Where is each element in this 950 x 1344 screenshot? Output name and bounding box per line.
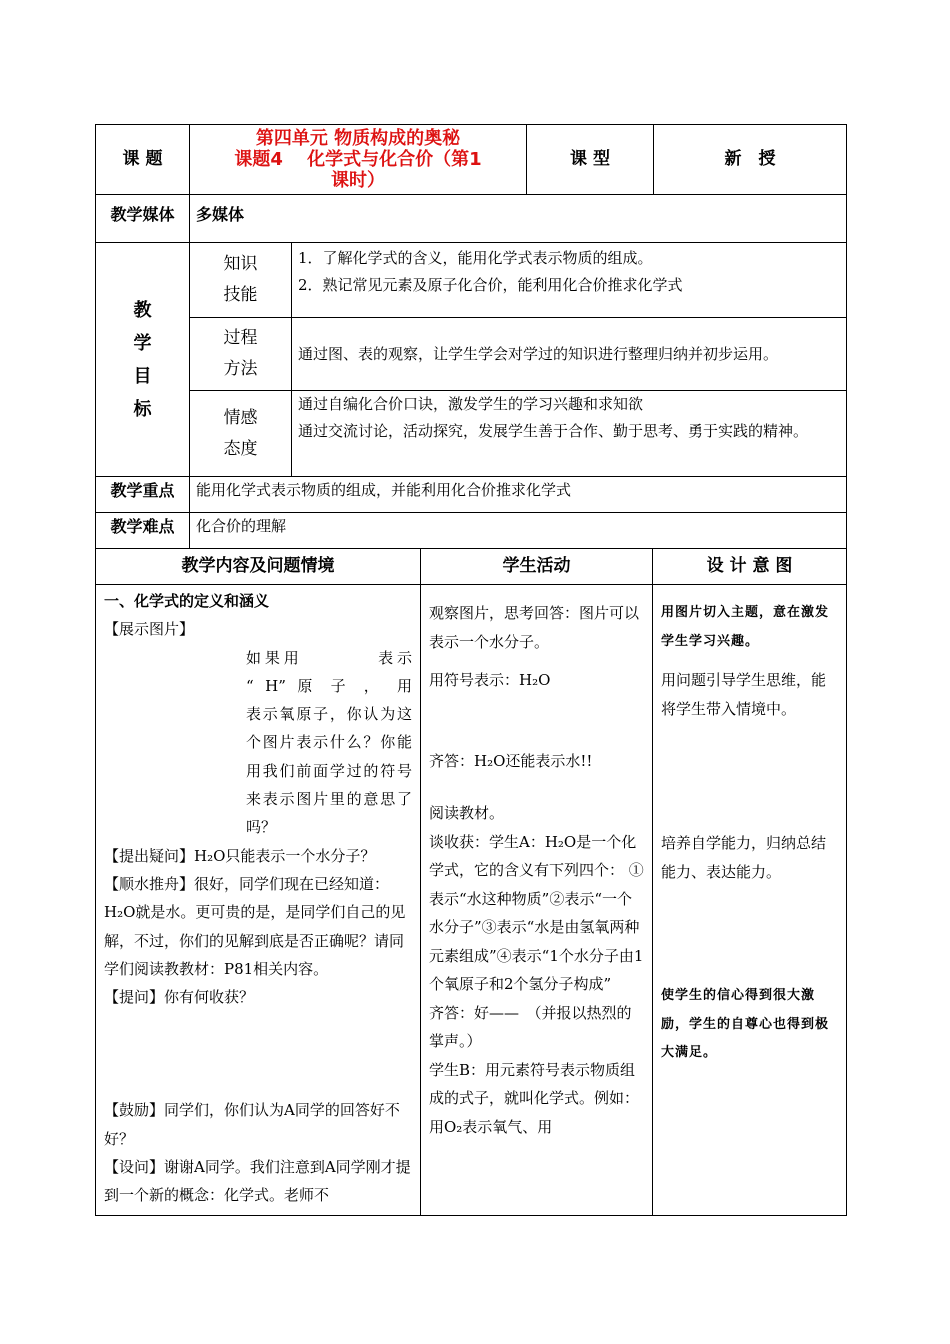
activity-gap bbox=[429, 656, 644, 666]
key-point-row bbox=[96, 477, 847, 513]
activity-gap bbox=[429, 775, 644, 799]
process-label bbox=[190, 318, 292, 391]
difficulty-row bbox=[96, 513, 847, 549]
activity-column bbox=[421, 585, 653, 1216]
lesson-plan-sheet bbox=[95, 124, 846, 1216]
picture-question bbox=[104, 644, 412, 842]
encourage-paragraph bbox=[104, 1096, 412, 1153]
section-title: 一、化学式的定义和涵义 bbox=[104, 592, 270, 610]
emotion-label-line: 态度 bbox=[223, 438, 258, 459]
difficulty-label: 教学难点 bbox=[96, 513, 190, 549]
lesson-title bbox=[190, 125, 527, 195]
topic-row bbox=[96, 125, 847, 195]
design-note-2: 用问题引导学生思维，能将学生带入情境中。 bbox=[661, 671, 827, 718]
objectives-label bbox=[96, 243, 190, 477]
key-point-value: 能用化学式表示物质的组成，并能利用化合价推求化学式 bbox=[190, 477, 847, 513]
question-paragraph bbox=[104, 842, 412, 870]
encourage-text: 同学们，你们认为A同学的回答好不好？ bbox=[104, 1101, 400, 1148]
knowledge-label-line: 知识 bbox=[223, 254, 258, 274]
objectives-char: 标 bbox=[133, 398, 152, 420]
process-row bbox=[96, 318, 847, 391]
columns-header-row bbox=[96, 549, 847, 585]
design-gap bbox=[661, 723, 838, 829]
title-line-2: 课题4 化学式与化合价（第1 bbox=[234, 149, 482, 170]
media-value: 多媒体 bbox=[190, 195, 847, 243]
design-gap bbox=[661, 656, 838, 666]
picture-line: 用我们前面学过的符号 bbox=[246, 761, 412, 780]
lesson-content-table bbox=[95, 548, 847, 1216]
knowledge-label-line: 技能 bbox=[223, 285, 258, 305]
lesson-info-table bbox=[95, 124, 847, 549]
activity-p2: 用符号表示：H₂O bbox=[429, 671, 551, 689]
objectives-char: 学 bbox=[133, 332, 152, 354]
activity-p1: 观察图片，思考回答：图片可以表示一个水分子。 bbox=[429, 604, 640, 651]
process-label-line: 过程 bbox=[223, 328, 258, 348]
content-spacer bbox=[104, 1011, 412, 1096]
knowledge-item: 2．熟记常见元素及原子化合价，能利用化合价推求化学式 bbox=[298, 276, 683, 294]
process-text: 通过图、表的观察，让学生学会对学过的知识进行整理归纳并初步运用。 bbox=[292, 318, 847, 391]
picture-line: 个图片表示什么？你能 bbox=[246, 733, 412, 752]
push-paragraph bbox=[104, 870, 412, 983]
design-gap bbox=[661, 886, 838, 982]
ask-paragraph bbox=[104, 983, 412, 1011]
emotion-label bbox=[190, 391, 292, 477]
media-label: 教学媒体 bbox=[96, 195, 190, 243]
picture-line: 来表示图片里的意思了 bbox=[246, 790, 412, 809]
activity-p3: 齐答：H₂O还能表示水!! bbox=[429, 751, 593, 770]
activity-p5: 谈收获：学生A：H₂O是一个化学式，它的含义有下列四个： ①表示“水这种物质”②表示“一个水分子”③表示“水是由氢氧两种元素组成”④表示“1个水分子由1个氧原子和2个氢分子构成” bbox=[429, 832, 644, 993]
emotion-line: 通过交流讨论，活动探究，发展学生善于合作、勤于思考、勇于实践的精神。 bbox=[298, 422, 809, 440]
knowledge-item: 1．了解化学式的含义，能用化学式表示物质的组成。 bbox=[298, 249, 653, 267]
setq-tag: 【设问】 bbox=[104, 1158, 165, 1177]
topic-label: 课 题 bbox=[96, 125, 190, 195]
activity-p7: 学生B：用元素符号表示物质组成的式子，就叫化学式。例如：用O₂表示氧气、用 bbox=[429, 1060, 640, 1136]
activity-p6: 齐答：好—— （并报以热烈的掌声。） bbox=[429, 1003, 632, 1050]
emotion-line: 通过自编化合价口诀，激发学生的学习兴趣和求知欲 bbox=[298, 395, 644, 413]
picture-line: “ H” 原 子 ， 用 bbox=[246, 676, 412, 695]
question-formula: H₂O bbox=[194, 846, 226, 865]
setq-text: 谢谢A同学。我们注意到A同学刚才提到一个新的概念：化学式。老师不 bbox=[104, 1158, 411, 1205]
objectives-char: 目 bbox=[133, 365, 152, 387]
question-text: 只能表示一个水分子？ bbox=[225, 846, 376, 865]
lesson-body-row bbox=[96, 585, 847, 1216]
design-note-1: 用图片切入主题，意在激发学生学习兴趣。 bbox=[661, 605, 830, 649]
column-content-header: 教学内容及问题情境 bbox=[96, 549, 421, 585]
knowledge-label bbox=[190, 243, 292, 318]
picture-line: 表示氧原子，你认为这 bbox=[246, 705, 412, 724]
design-note-3: 培养自学能力，归纳总结能力、表达能力。 bbox=[661, 834, 827, 881]
key-point-label: 教学重点 bbox=[96, 477, 190, 513]
emotion-label-line: 情感 bbox=[223, 407, 258, 428]
show-picture-tag: 【展示图片】 bbox=[104, 620, 195, 639]
column-design-header: 设 计 意 图 bbox=[653, 549, 847, 585]
emotion-row bbox=[96, 391, 847, 477]
knowledge-row bbox=[96, 243, 847, 318]
push-tag: 【顺水推舟】 bbox=[104, 874, 195, 893]
ask-text: 你有何收获？ bbox=[164, 988, 255, 1007]
type-value: 新 授 bbox=[654, 125, 847, 195]
design-note-4: 使学生的信心得到很大激励，学生的自尊心也得到极大满足。 bbox=[661, 988, 830, 1060]
question-tag: 【提出疑问】 bbox=[104, 846, 195, 865]
objectives-char: 教 bbox=[133, 299, 152, 321]
difficulty-value: 化合价的理解 bbox=[190, 513, 847, 549]
knowledge-text bbox=[292, 243, 847, 318]
encourage-tag: 【鼓励】 bbox=[104, 1101, 165, 1120]
picture-line: 如果用 表示 bbox=[246, 648, 412, 667]
emotion-text bbox=[292, 391, 847, 477]
title-line-3: 课时） bbox=[331, 170, 385, 191]
process-label-line: 方法 bbox=[223, 359, 258, 379]
ask-tag: 【提问】 bbox=[104, 988, 165, 1007]
column-activity-header: 学生活动 bbox=[421, 549, 653, 585]
activity-p4: 阅读教材。 bbox=[429, 804, 505, 822]
activity-gap bbox=[429, 695, 644, 747]
title-line-1: 第四单元 物质构成的奥秘 bbox=[255, 128, 461, 149]
media-row bbox=[96, 195, 847, 243]
content-column bbox=[96, 585, 421, 1216]
picture-line: 吗？ bbox=[246, 818, 277, 837]
push-text: 很好，同学们现在已经知道：H₂O就是水。更可贵的是，是同学们自己的见解，不过，你们的见解到底是否正确呢？请同学们阅读教教材：P81相关内容。 bbox=[104, 874, 406, 978]
design-column bbox=[653, 585, 847, 1216]
setq-paragraph bbox=[104, 1153, 412, 1210]
type-label: 课 型 bbox=[527, 125, 654, 195]
